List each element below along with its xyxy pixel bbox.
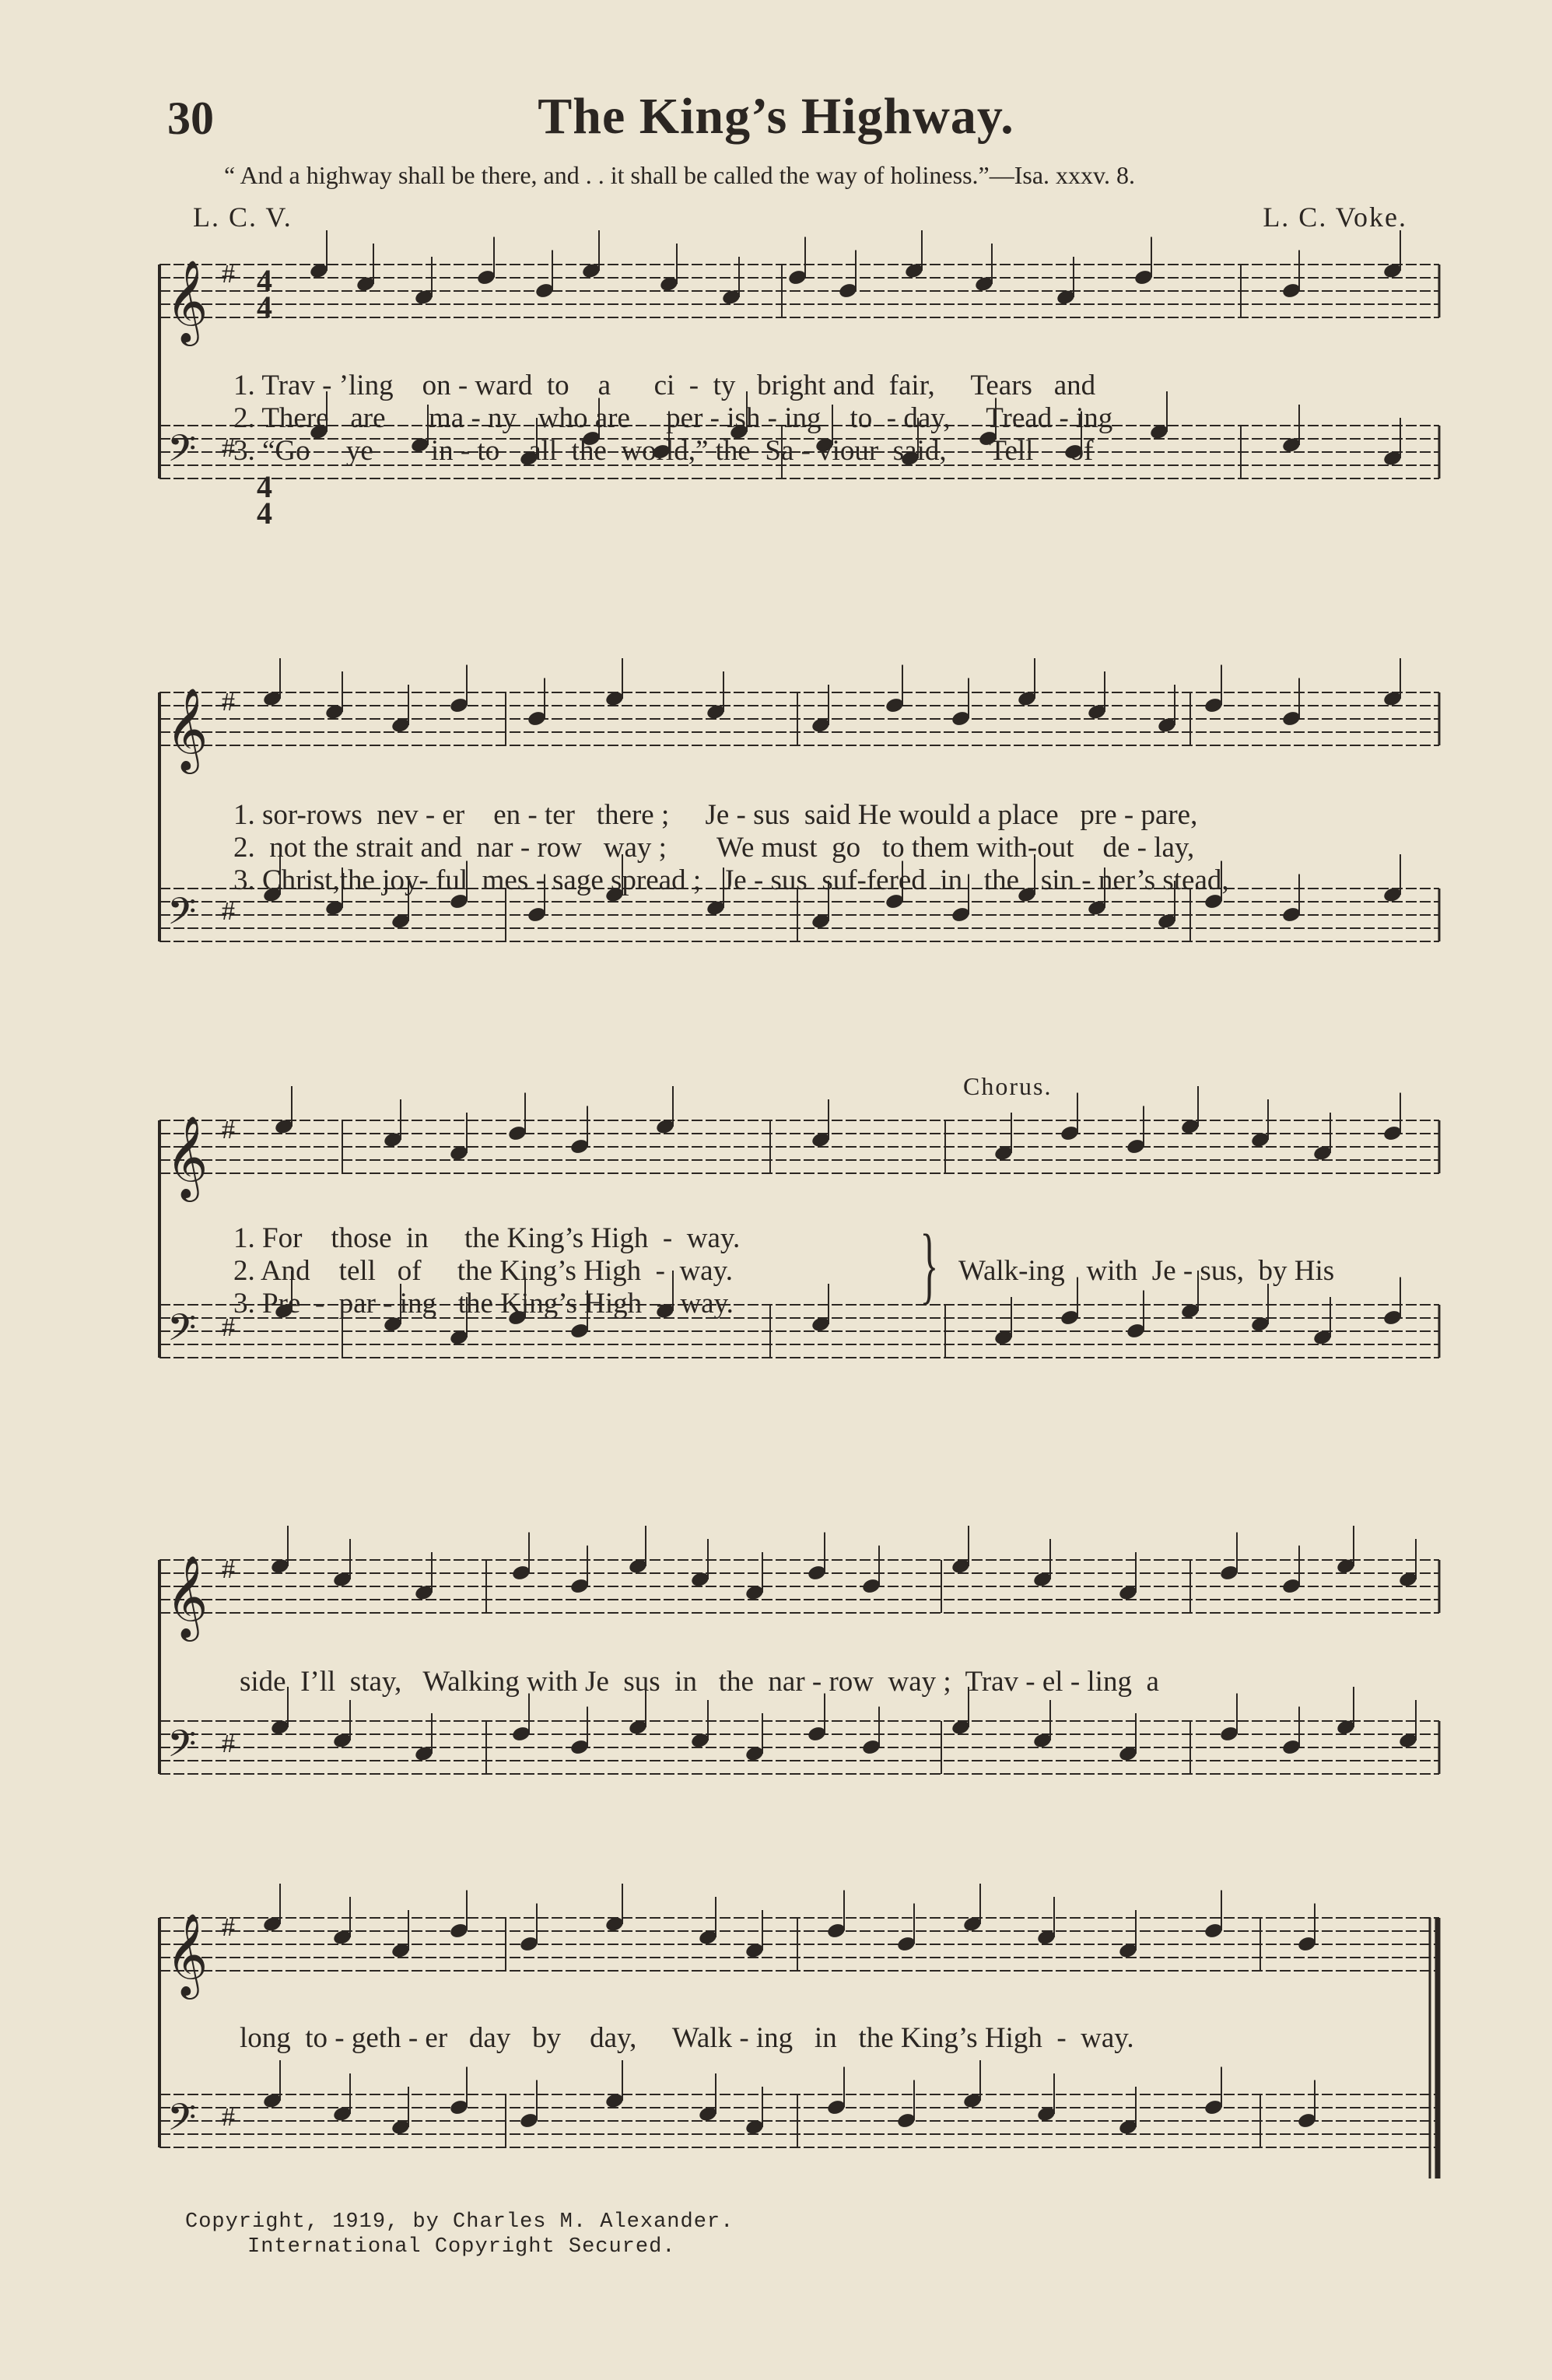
verse2-line2: 2. not the strait and nar - row way ; We must go to them with-out de - lay, [233, 832, 1195, 864]
system3-treble-clef: 𝄞 [166, 1115, 208, 1198]
system3-key-signature: # [222, 1313, 235, 1342]
system4-bass-clef: 𝄢 [167, 1722, 197, 1775]
system2-key-signature: # [222, 688, 235, 717]
system1-treble-clef: 𝄞 [166, 259, 208, 342]
verse1-line1: 1. Trav - ’ling on - ward to a ci - ty bright and fair, Tears and [233, 370, 1096, 401]
chorus-line1: Walk-ing with Je - sus, by His [958, 1255, 1335, 1287]
hymn-title: The King’s Highway. [538, 88, 1014, 145]
system4-key-signature: # [222, 1555, 235, 1584]
verse1-line3: 1. For those in the King’s High - way. [233, 1222, 741, 1254]
system5-key-signature: # [222, 2103, 235, 2132]
system3-bass-clef: 𝄢 [167, 1306, 197, 1358]
system2-treble-clef: 𝄞 [166, 687, 208, 770]
system3-key-signature: # [222, 1116, 235, 1144]
time-signature: 4 [257, 496, 272, 531]
verse2-line1: 2. There are ma - ny who are per - ish - ing to - day, Tread - ing [233, 402, 1113, 434]
chorus-label: Chorus. [963, 1072, 1053, 1100]
composer-credit: L. C. Voke. [1263, 202, 1407, 233]
page-number: 30 [167, 93, 214, 144]
system2-bass-clef: 𝄢 [167, 889, 197, 942]
copyright-line2: International Copyright Secured. [247, 2235, 676, 2259]
verse3-line2: 3. Christ,the joy- ful mes - sage spread ; Je - sus suf-fered in the sin - ner’s stead, [233, 864, 1229, 896]
lyricist-credit: L. C. V. [193, 202, 293, 233]
system4-key-signature: # [222, 1730, 235, 1758]
system4-treble-clef: 𝄞 [166, 1555, 208, 1638]
verse3-line1: 3. “Go ye in - to all the world,” the Sa - viour said, Tell of [233, 435, 1094, 467]
chorus-line2: side I’ll stay, Walking with Je sus in the nar - row way ; Trav - el - ling a [240, 1666, 1159, 1698]
time-signature: 4 [257, 469, 272, 504]
copyright-notice [185, 2210, 734, 2259]
system1-bass-clef: 𝄢 [167, 426, 197, 479]
scripture-epigraph: “ And a highway shall be there, and . . it shall be called the way of holiness.”—Isa. xxxv. 8. [224, 161, 1135, 189]
verse-brace: } [920, 1217, 939, 1312]
chorus-line3: long to - geth - er day by day, Walk - ing in the King’s High - way. [240, 2022, 1134, 2054]
time-signature: 4 [257, 263, 272, 298]
verse2-line3: 2. And tell of the King’s High - way. [233, 1255, 733, 1287]
copyright-line1: Copyright, 1919, by Charles M. Alexander. [185, 2210, 734, 2234]
system5-bass-clef: 𝄢 [167, 2095, 197, 2148]
verse3-line3: 3. Pre - par - ing the King’s High - way. [233, 1288, 734, 1320]
system1-key-signature: # [222, 260, 235, 289]
system5-key-signature: # [222, 1913, 235, 1942]
system1-key-signature: # [222, 434, 235, 463]
system2-key-signature: # [222, 897, 235, 926]
verse1-line2: 1. sor-rows nev - er en - ter there ; Je - sus said He would a place pre - pare, [233, 799, 1198, 831]
system5-treble-clef: 𝄞 [166, 1912, 208, 1996]
time-signature: 4 [257, 289, 272, 324]
